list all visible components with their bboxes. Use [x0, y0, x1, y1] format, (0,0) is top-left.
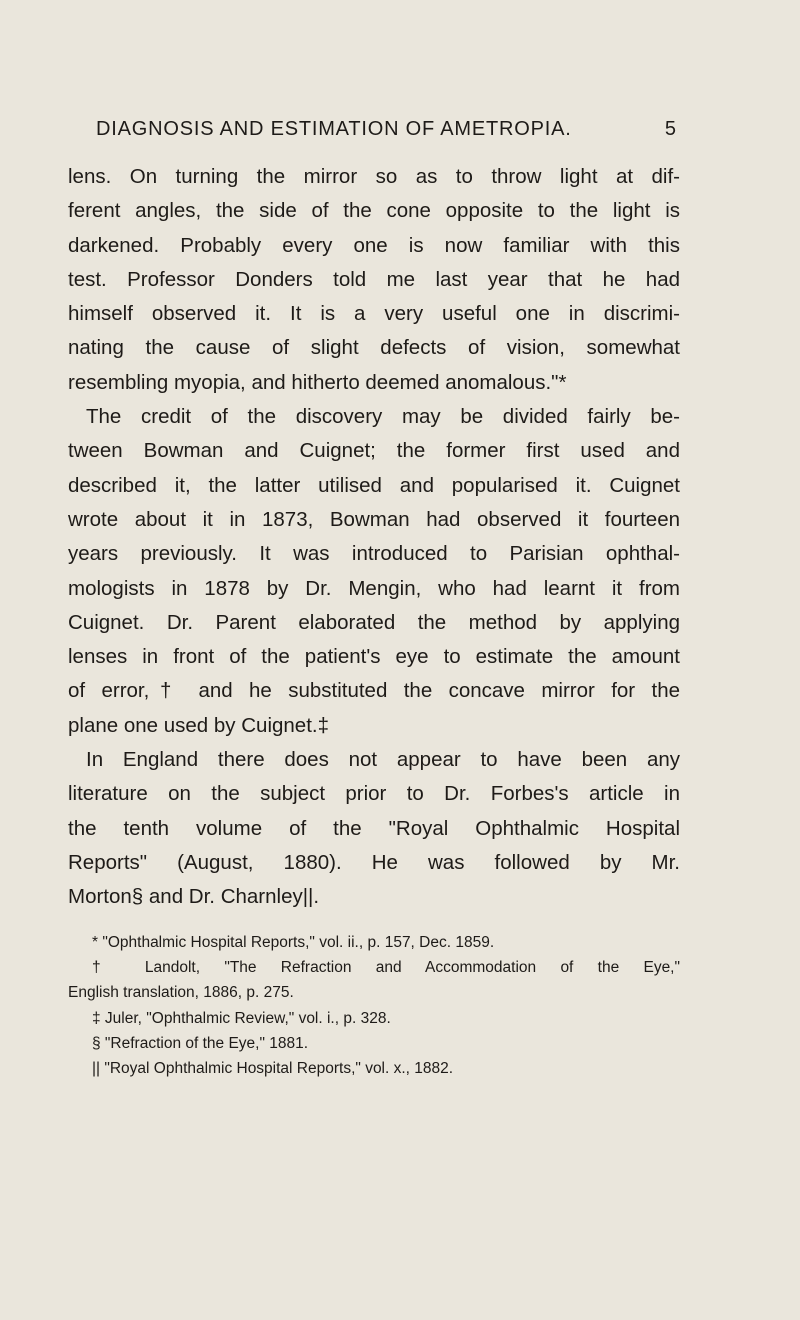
- text-line: plane one used by Cuignet.‡: [68, 713, 330, 737]
- text-line: tween Bowman and Cuignet; the former first used and: [68, 439, 680, 463]
- text-line: lenses in front of the patient's eye to estimate the amount: [68, 645, 680, 669]
- footnote: * "Ophthalmic Hospital Reports," vol. ii., p. 157, Dec. 1859.: [92, 934, 495, 951]
- text-line: mologists in 1878 by Dr. Mengin, who had learnt it from: [68, 576, 680, 600]
- footnote: ‡ Juler, "Ophthalmic Review," vol. i., p. 328.: [92, 1009, 391, 1027]
- text-line: Cuignet. Dr. Parent elaborated the method by applying: [68, 610, 680, 634]
- page-number: 5: [664, 118, 676, 140]
- footnote-continuation: English translation, 1886, p. 275.: [68, 984, 294, 1002]
- text-line: himself observed it. It is a very useful one in discrimi-: [68, 302, 680, 326]
- running-head: DIAGNOSIS AND ESTIMATION OF AMETROPIA.: [96, 118, 572, 140]
- text-line: lens. On turning the mirror so as to throw light at dif-: [68, 165, 680, 188]
- text-line: Reports" (August, 1880). He was followed by Mr.: [68, 850, 680, 874]
- text-line: ferent angles, the side of the cone opposite to the light is: [68, 199, 680, 223]
- body-text: [68, 160, 680, 915]
- footnotes: [68, 930, 680, 1081]
- text-line: Morton§ and Dr. Charnley||.: [68, 885, 320, 909]
- paragraph-start-line: In England there does not appear to have been any: [86, 748, 680, 772]
- text-line: literature on the subject prior to Dr. Forbes's article in: [68, 782, 680, 806]
- text-line: years previously. It was introduced to Parisian ophthal-: [68, 542, 680, 566]
- text-line: wrote about it in 1873, Bowman had observed it fourteen: [68, 507, 680, 531]
- text-line: described it, the latter utilised and popularised it. Cuignet: [68, 473, 680, 497]
- page-header: [96, 118, 676, 148]
- paragraph-start-line: The credit of the discovery may be divided fairly be-: [86, 405, 680, 429]
- footnote: || "Royal Ophthalmic Hospital Reports," vol. x., 1882.: [92, 1059, 454, 1077]
- text-line: darkened. Probably every one is now familiar with this: [68, 233, 680, 257]
- text-line: the tenth volume of the "Royal Ophthalmic Hospital: [68, 816, 680, 840]
- text-line: test. Professor Donders told me last year that he had: [68, 267, 680, 291]
- footnote: § "Refraction of the Eye," 1881.: [92, 1034, 309, 1052]
- footnote: † Landolt, "The Refraction and Accommodation of the Eye,": [92, 959, 680, 977]
- text-line: of error,† and he substituted the concave mirror for the: [68, 679, 680, 703]
- text-line: resembling myopia, and hitherto deemed anomalous."*: [68, 370, 567, 394]
- text-line: nating the cause of slight defects of vision, somewhat: [68, 336, 680, 360]
